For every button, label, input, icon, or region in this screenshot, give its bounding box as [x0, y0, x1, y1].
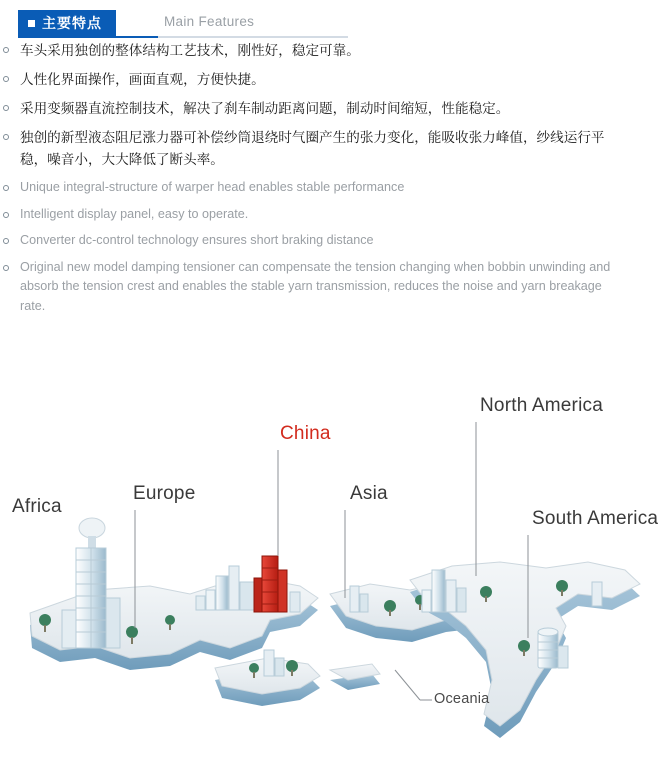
section-header	[18, 10, 348, 40]
building-cluster-china	[254, 556, 300, 612]
map-label-africa: Africa	[12, 496, 62, 517]
world-map-svg	[0, 370, 666, 758]
feature-cn-text: 车头采用独创的整体结构工艺技术，刚性好，稳定可靠。	[20, 43, 360, 58]
page-root	[0, 10, 666, 758]
section-title-en: Main Features	[164, 14, 255, 29]
list-item	[0, 258, 630, 317]
section-title-cn: 主要特点	[42, 15, 102, 31]
feature-cn-text: 独创的新型液态阻尼涨力器可补偿纱筒退绕时气圈产生的张力变化，能吸收张力峰值，纱线运行平稳，噪音小，大大降低了断头率。	[20, 130, 605, 168]
feature-en-text: Intelligent display panel, easy to operate.	[20, 206, 249, 221]
list-item	[0, 231, 630, 251]
map-label-china: China	[280, 423, 331, 444]
map-label-north-america: North America	[480, 395, 603, 416]
feature-en-text: Original new model damping tensioner can compensate the tension changing when bobbin unwinding and absorb the tension crest and enables the stable yarn transmission, reduces the noise and yarn breakage rate.	[20, 259, 611, 313]
square-bullet-icon	[28, 20, 35, 27]
map-label-south-america: South America	[532, 508, 659, 529]
feature-cn-text: 人性化界面操作，画面直观，方便快捷。	[20, 72, 265, 88]
list-item	[0, 205, 630, 225]
list-item	[0, 98, 630, 120]
features-list-cn	[0, 40, 630, 171]
header-divider	[18, 36, 348, 38]
label-leader-lines	[135, 422, 528, 700]
list-item	[0, 127, 630, 171]
map-label-oceania: Oceania	[434, 691, 490, 707]
feature-cn-text: 采用变频器直流控制技术，解决了刹车制动距离问题，制动时间缩短，性能稳定。	[20, 101, 510, 117]
features-list-en	[0, 178, 630, 316]
list-item	[0, 69, 630, 91]
world-map-illustration	[0, 370, 666, 758]
map-label-europe: Europe	[133, 483, 196, 504]
building-cluster-africa	[62, 518, 120, 648]
list-item	[0, 40, 630, 62]
map-label-asia: Asia	[350, 483, 388, 504]
feature-en-text: Converter dc-control technology ensures short braking distance	[20, 233, 374, 248]
feature-en-text: Unique integral-structure of warper head enables stable performance	[20, 180, 405, 195]
section-title-tab	[18, 10, 116, 36]
list-item	[0, 178, 630, 198]
